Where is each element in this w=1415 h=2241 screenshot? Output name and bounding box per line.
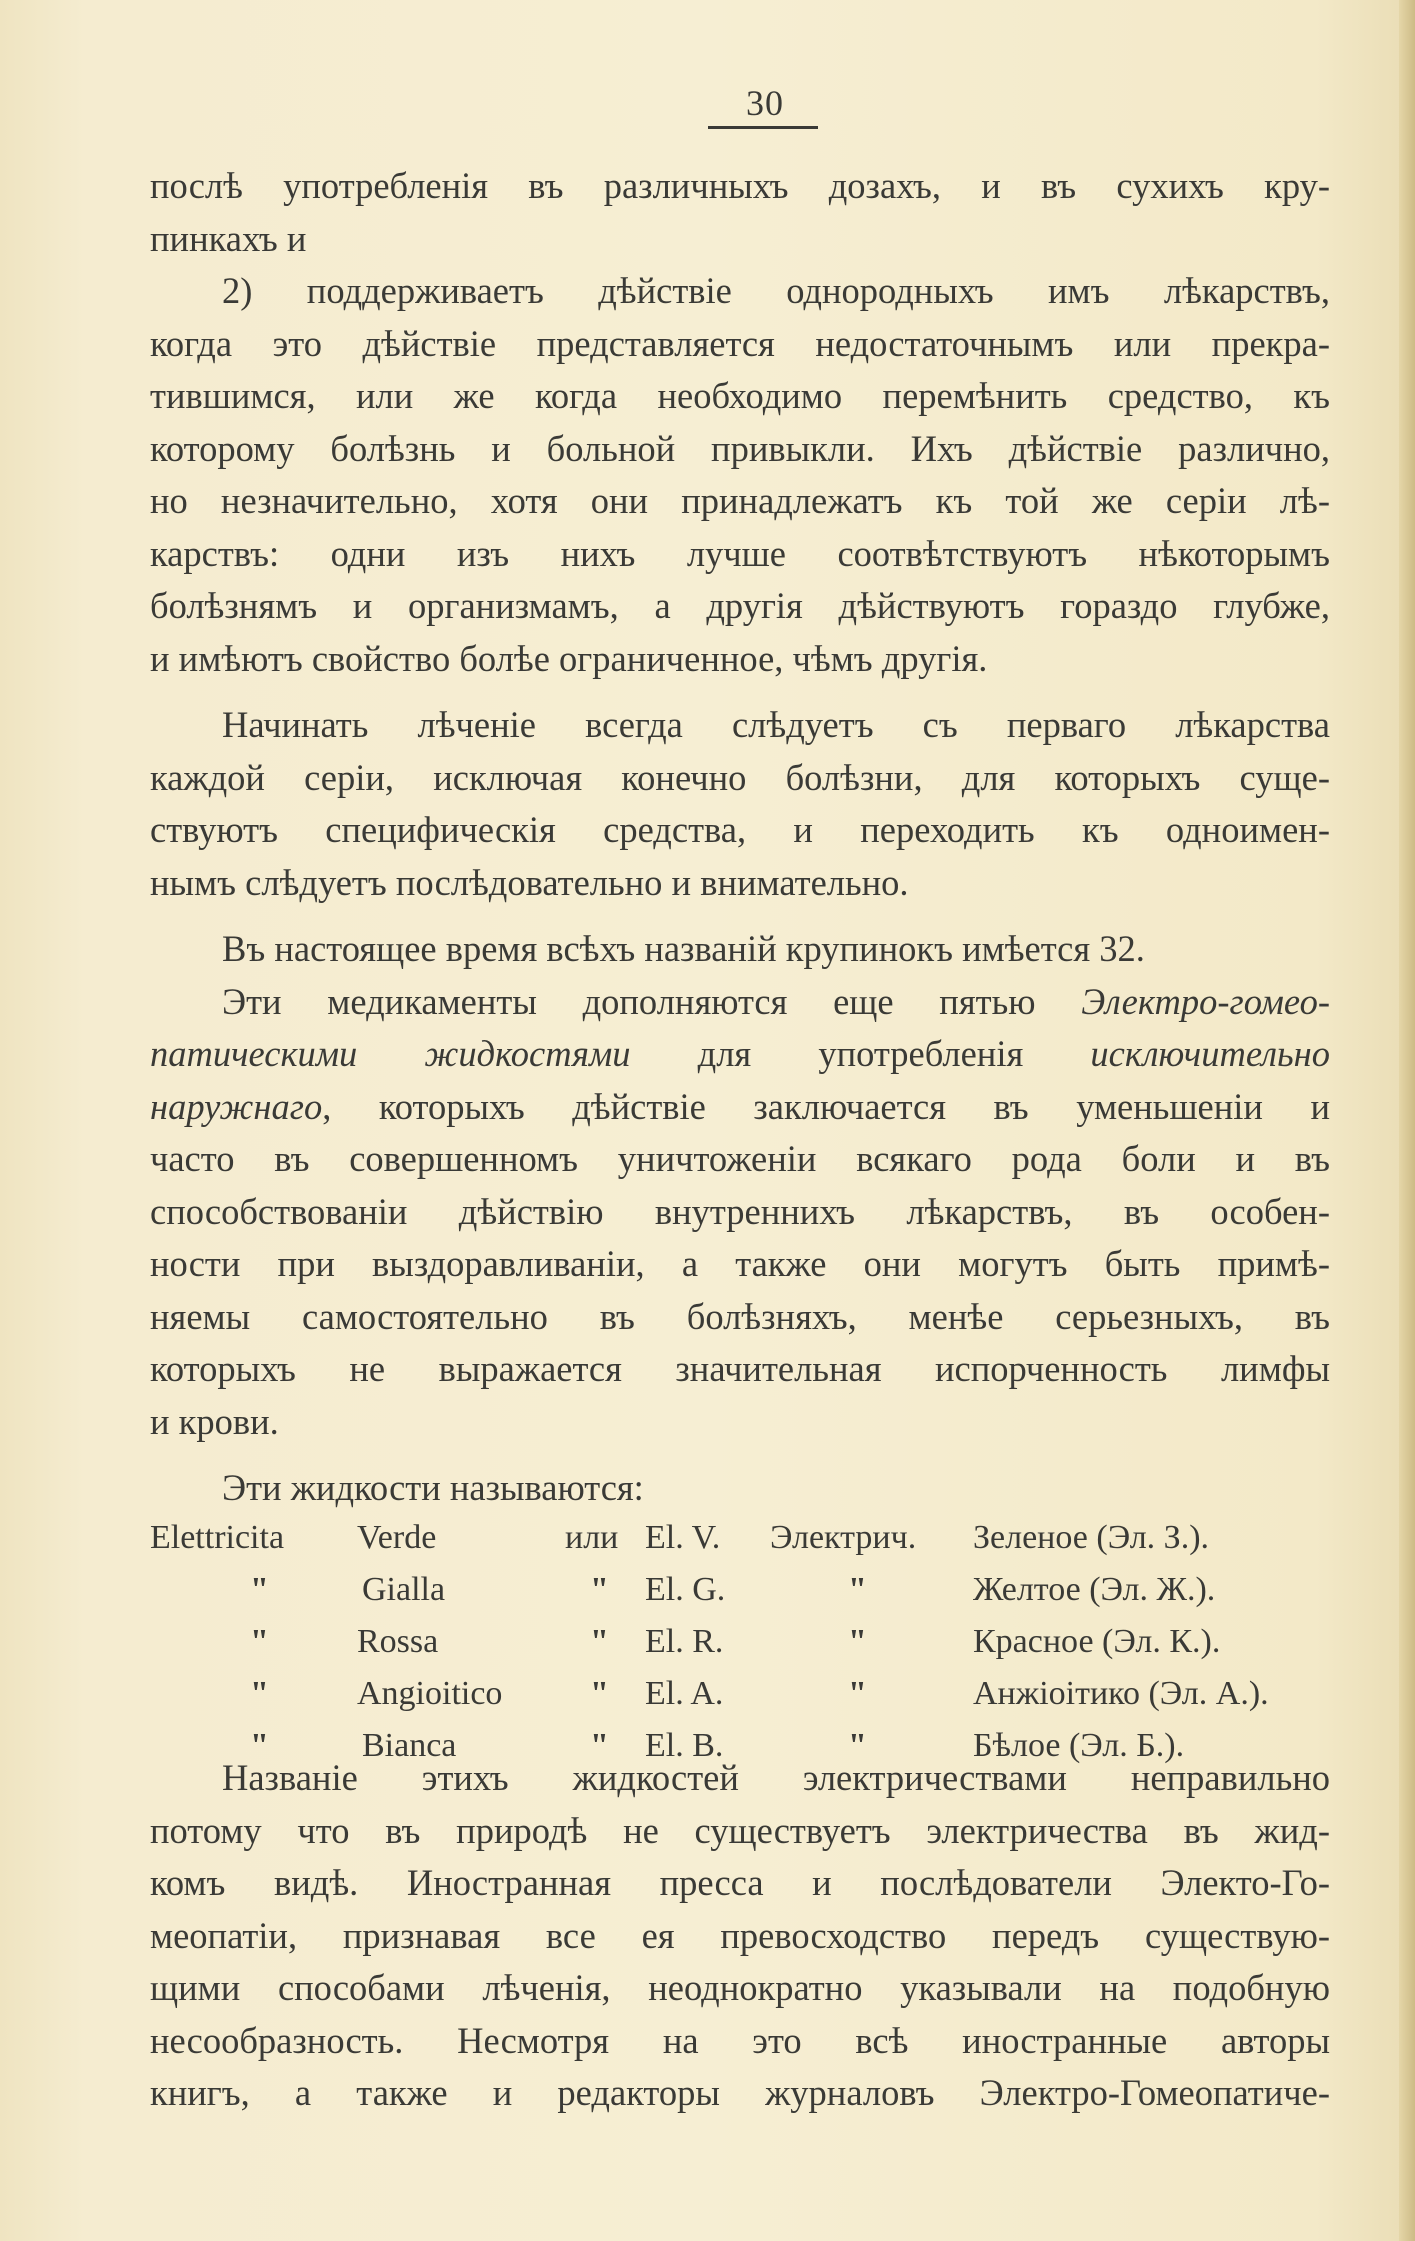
abbreviation: El. B. xyxy=(645,1727,724,1764)
page-number-rule xyxy=(708,126,818,129)
text-span: Эти медикаменты дополняются еще пятью xyxy=(222,980,1082,1022)
text-line: 2) поддерживаетъ дѣйствіе однородныхъ имъ лѣкарствъ, xyxy=(222,270,1330,311)
table-row xyxy=(150,1512,1330,1564)
text-line xyxy=(150,1028,1330,1081)
text-line: ствуютъ специфическія средства, и переходить къ одноимен- xyxy=(150,809,1330,850)
text-line: нымъ слѣдуетъ послѣдовательно и внимательно. xyxy=(150,861,909,903)
russian-name-2: Зеленое (Эл. З.). xyxy=(973,1519,1210,1556)
page-edge xyxy=(1399,0,1415,2241)
text-span: для употребленія xyxy=(630,1033,1091,1074)
text-line: и имѣютъ свойство болѣе ограниченное, чѣмъ другія. xyxy=(150,637,988,679)
table-row xyxy=(150,1668,1330,1720)
ditto-mark: " xyxy=(250,1675,269,1712)
table-row xyxy=(150,1564,1330,1616)
text-line: карствъ: одни изъ нихъ лучше соотвѣтствуютъ нѣкоторымъ xyxy=(150,532,1330,574)
italian-name-2: Angioitico xyxy=(357,1675,503,1712)
text-line: меопатіи, признавая все ея превосходство передъ существую- xyxy=(150,1914,1330,1956)
text-line: Начинать лѣченіе всегда слѣдуетъ съ перваго лѣкарства xyxy=(222,704,1330,745)
italic-span: исключительно xyxy=(1090,1033,1330,1074)
abbreviation: El. R. xyxy=(645,1623,724,1660)
ditto-mark: " xyxy=(590,1727,609,1764)
italian-name-2: Gialla xyxy=(362,1571,446,1608)
italian-name-2: Bianca xyxy=(362,1727,457,1764)
italic-span: наружнаго xyxy=(150,1085,323,1127)
main-text xyxy=(150,160,1330,1515)
abbreviation: El. A. xyxy=(645,1675,724,1712)
text-line: болѣзнямъ и организмамъ, а другія дѣйствуютъ гораздо глубже, xyxy=(150,585,1330,626)
italian-name-1: Elettricita xyxy=(150,1519,285,1556)
table-row xyxy=(150,1616,1330,1668)
russian-name-2: Красное (Эл. К.). xyxy=(973,1623,1221,1660)
text-line: способствованіи дѣйствію внутреннихъ лѣкарствъ, въ особен- xyxy=(150,1190,1330,1232)
text-line: пинкахъ и xyxy=(150,217,307,259)
text-line: Эти жидкости называются: xyxy=(222,1467,644,1508)
text-line: книгъ, а также и редакторы журналовъ Электро-Гомеопатиче- xyxy=(150,2072,1330,2113)
italic-span: патическими жидкостями xyxy=(150,1033,631,1074)
ditto-mark: " xyxy=(250,1727,269,1764)
russian-name-1: Электрич. xyxy=(770,1519,917,1556)
italian-name-2: Rossa xyxy=(357,1623,439,1660)
abbreviation: El. G. xyxy=(645,1571,726,1608)
text-span: , которыхъ дѣйствіе заключается въ уменьшеніи и xyxy=(322,1085,1330,1127)
page-number: 30 xyxy=(746,83,784,123)
ditto-mark: " xyxy=(848,1623,867,1660)
russian-name-2: Бѣлое (Эл. Б.). xyxy=(973,1727,1185,1764)
closing-text xyxy=(150,1752,1330,2120)
text-line xyxy=(150,1081,1330,1134)
text-line: но незначительно, хотя они принадлежатъ къ той же серіи лѣ- xyxy=(150,480,1330,521)
text-line: щими способами лѣченія, неоднократно указывали на подобную xyxy=(150,1967,1330,2008)
ditto-mark: " xyxy=(848,1571,867,1608)
ditto-mark: " xyxy=(250,1623,269,1660)
text-line: тившимся, или же когда необходимо перемѣнить средство, къ xyxy=(150,375,1330,416)
ditto-mark: " xyxy=(590,1571,609,1608)
italian-name-2: Verde xyxy=(357,1519,437,1556)
russian-name-2: Желтое (Эл. Ж.). xyxy=(973,1571,1216,1608)
ditto-mark: " xyxy=(590,1623,609,1660)
text-line: Названіе этихъ жидкостей электричествами неправильно xyxy=(222,1757,1330,1798)
text-line: Въ настоящее время всѣхъ названій крупинокъ имѣется 32. xyxy=(222,928,1145,969)
ditto-mark: " xyxy=(848,1727,867,1764)
text-line xyxy=(150,976,1330,1029)
text-line: комъ видѣ. Иностранная пресса и послѣдователи Электо-Го- xyxy=(150,1862,1330,1903)
ditto-mark: " xyxy=(590,1675,609,1712)
text-line: часто въ совершенномъ уничтоженіи всякаго рода боли и въ xyxy=(150,1138,1330,1179)
or-word: или xyxy=(565,1519,619,1556)
text-line: ности при выздоравливаніи, а также они могутъ быть примѣ- xyxy=(150,1243,1330,1284)
russian-name-2: Анжіоітико (Эл. А.). xyxy=(973,1675,1269,1712)
text-line: няемы самостоятельно въ болѣзняхъ, менѣе серьезныхъ, въ xyxy=(150,1295,1330,1337)
ditto-mark: " xyxy=(848,1675,867,1712)
italic-span: Электро-гомео- xyxy=(1081,980,1330,1022)
text-line: когда это дѣйствіе представляется недостаточнымъ или прекра- xyxy=(150,322,1330,364)
text-line: и крови. xyxy=(150,1400,279,1442)
ditto-mark: " xyxy=(250,1571,269,1608)
abbreviation: El. V. xyxy=(645,1519,721,1556)
text-line: послѣ употребленія въ различныхъ дозахъ, и въ сухихъ кру- xyxy=(150,165,1330,206)
text-line: несообразность. Несмотря на это всѣ иностранные авторы xyxy=(150,2019,1330,2061)
liquids-table xyxy=(150,1512,1330,1772)
text-line: которому болѣзнь и больной привыкли. Ихъ дѣйствіе различно, xyxy=(150,427,1330,469)
text-line: каждой серіи, исключая конечно болѣзни, для которыхъ суще- xyxy=(150,756,1330,798)
text-line: потому что въ природѣ не существуетъ электричества въ жид- xyxy=(150,1809,1330,1851)
text-line: которыхъ не выражается значительная испорченность лимфы xyxy=(150,1348,1330,1389)
